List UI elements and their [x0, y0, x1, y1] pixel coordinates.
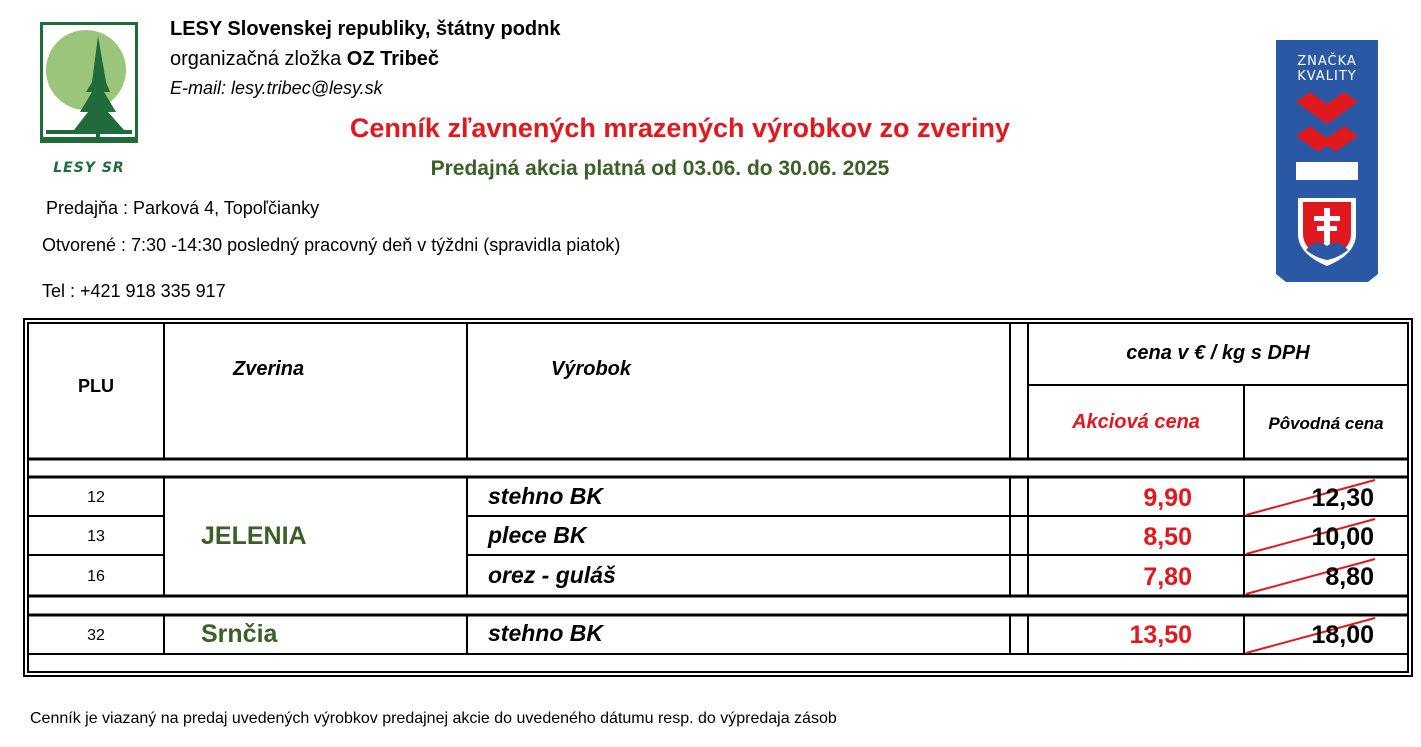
original-price: 10,00: [1311, 523, 1374, 551]
plu-value: 32: [87, 627, 105, 644]
organization-name: LESY Slovenskej republiky, štátny podnk: [170, 18, 561, 40]
organization-unit: [170, 48, 439, 71]
telephone: Tel : +421 918 335 917: [42, 281, 226, 301]
plu-value: 13: [87, 528, 105, 545]
org-unit-prefix: organizačná zložka: [170, 48, 347, 70]
sale-price: 7,80: [1143, 563, 1192, 591]
logo-text: LESY SR: [53, 160, 125, 176]
header-price-group: cena v € / kg s DPH: [1126, 342, 1310, 364]
product-name: plece BK: [488, 522, 587, 548]
quality-badge: [1276, 40, 1378, 282]
page-subtitle: Predajná akcia platná od 03.06. do 30.06. 2025: [430, 157, 890, 180]
game-name: Srnčia: [201, 620, 278, 648]
header-orig-price: Pôvodná cena: [1268, 414, 1384, 433]
org-unit-name: OZ Tribeč: [346, 48, 440, 70]
sale-price: 9,90: [1143, 484, 1192, 512]
plu-value: 12: [87, 489, 105, 506]
original-price: 18,00: [1311, 621, 1374, 649]
opening-hours: Otvorené : 7:30 -14:30 posledný pracovný deň v týždni (spravidla piatok): [42, 235, 621, 255]
product-name: orez - guláš: [488, 562, 616, 588]
badge-text: [1276, 54, 1378, 84]
product-name: stehno BK: [488, 483, 603, 509]
header-product: Výrobok: [551, 358, 632, 380]
lesy-sr-logo: [40, 22, 138, 184]
original-price: 12,30: [1311, 484, 1374, 512]
plu-value: 16: [87, 568, 105, 585]
header-plu: PLU: [78, 376, 114, 396]
shop-address: Predajňa : Parková 4, Topoľčianky: [46, 198, 320, 218]
game-name: JELENIA: [201, 522, 307, 550]
product-name: stehno BK: [488, 620, 603, 646]
badge-line-2: KVALITY: [1297, 69, 1357, 84]
header-game: Zverina: [233, 358, 305, 380]
badge-line-1: ZNAČKA: [1297, 54, 1357, 69]
page-title: Cenník zľavnených mrazených výrobkov zo zveriny: [349, 113, 1011, 143]
footer-note: Cenník je viazaný na predaj uvedených výrobkov predajnej akcie do uvedeného dátumu resp. do výpredaja zásob: [30, 710, 837, 727]
original-price: 8,80: [1325, 563, 1374, 591]
price-table: [23, 318, 1413, 678]
header-sale-price: Akciová cena: [1072, 411, 1200, 433]
organization-email: E-mail: lesy.tribec@lesy.sk: [170, 78, 383, 98]
sale-price: 13,50: [1129, 621, 1192, 649]
sale-price: 8,50: [1143, 523, 1192, 551]
